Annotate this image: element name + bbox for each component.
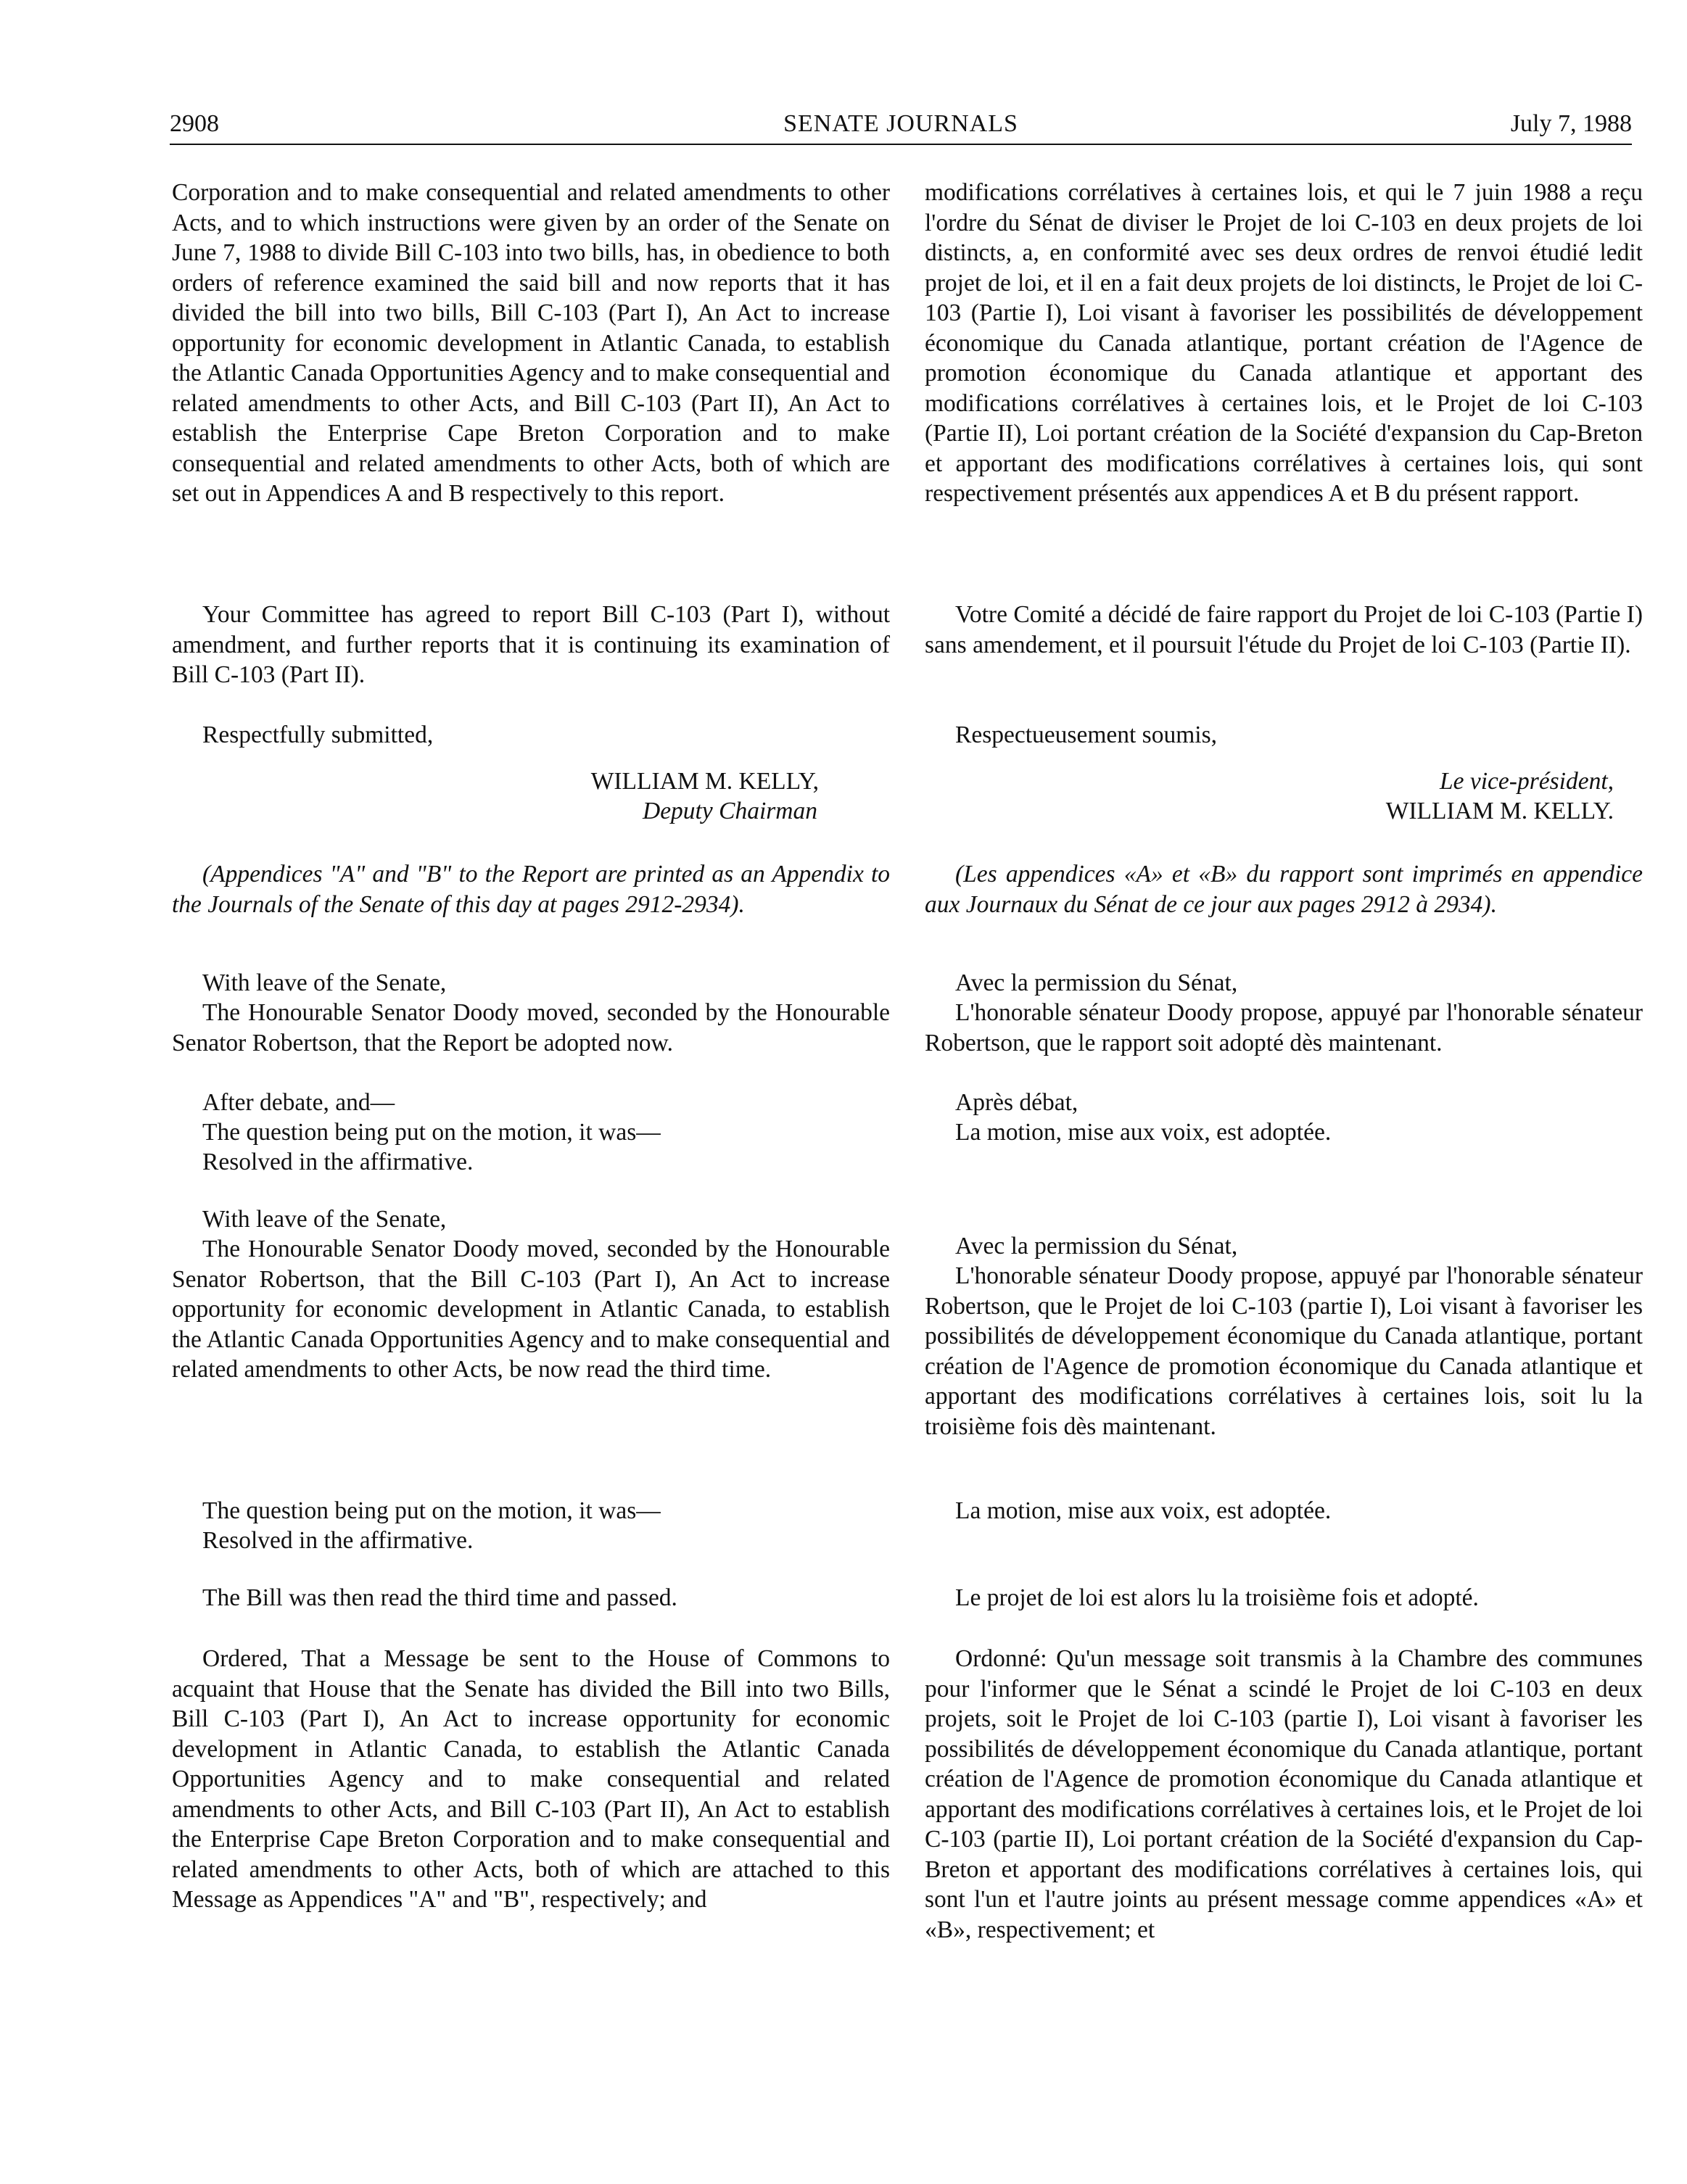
- rapport-suite-paragraphe: modifications corrélatives à certaines lois, et qui le 7 juin 1988 a reçu l'ordre du Sénat de diviser le Projet de loi C-103 en deux projets de loi distincts, a, en conformité avec ses deux ordres de renvoi étudié ledit projet de loi, et il en a fait deux projets de loi distincts, le Projet de loi C-103 (Partie I), Loi visant à favoriser les possibilités de développement économique du Canada atlantique, portant création de l'Agence de promotion économique du Canada atlantique et apportant des modifications corrélatives à certaines lois, et le Projet de loi C-103 (Partie II), Loi portant création de la Société d'expansion du Cap-Breton et apportant des modifications corrélatives à certaines lois, qui sont respectivement présentés aux appendices A et B du présent rapport.: [925, 179, 1643, 507]
- running-header: [170, 107, 1632, 145]
- closing-phrase: Respectfully submitted,: [202, 721, 434, 748]
- motion-adoption-rapport: L'honorable sénateur Doody propose, appuyé par l'honorable sénateur Robertson, que le rapport soit adopté dès maintenant.: [925, 999, 1643, 1056]
- question-phrase-1: The question being put on the motion, it was—: [202, 1119, 661, 1146]
- motion-adoptee-2: La motion, mise aux voix, est adoptée.: [955, 1497, 1332, 1524]
- report-continuation-paragraph: Corporation and to make consequential and related amendments to other Acts, and to which instructions were given by an order of the Senate on June 7, 1988 to divide Bill C-103 into two bills, has, in obedience to both orders of reference examined the said bill and now reports that it has divided the bill into two bills, Bill C-103 (Part I), An Act to increase opportunity for economic development in Atlantic Canada, to establish the Atlantic Canada Opportunities Agency and to make consequential and related amendments to other Acts, and Bill C-103 (Part II), An Act to establish the Enterprise Cape Breton Corporation and to make consequential and related amendments to other Acts, both of which are set out in Appendices A and B respectively to this report.: [172, 179, 890, 507]
- message-order-paragraph: Ordered, That a Message be sent to the House of Commons to acquaint that House that the Senate has divided the Bill into two Bills, Bill C-103 (Part I), An Act to increase opportunity for economic development in Atlantic Canada, to establish the Atlantic Canada Opportunities Agency and to make consequential and related amendments to other Acts, and Bill C-103 (Part II), An Act to establish the Enterprise Cape Breton Corporation and to make consequential and related amendments to other Acts, both of which are attached to this Message as Appendices "A" and "B", respectively; and: [172, 1645, 890, 1913]
- question-phrase-2: The question being put on the motion, it was—: [202, 1497, 661, 1524]
- header-date: July 7, 1988: [1510, 110, 1632, 137]
- debate-phrase: After debate, and—: [202, 1089, 395, 1116]
- resolved-phrase-2: Resolved in the affirmative.: [202, 1527, 474, 1554]
- motion-troisieme-lecture: L'honorable sénateur Doody propose, appuyé par l'honorable sénateur Robertson, que le Projet de loi C-103 (partie I), Loi visant à favoriser les possibilités de développement économique du Canada atlantique, portant création de l'Agence de promotion économique du Canada atlantique et apportant des modifications corrélatives à certaines lois, soit lu la troisième fois dès maintenant.: [925, 1262, 1643, 1440]
- ordre-message-paragraphe: Ordonné: Qu'un message soit transmis à la Chambre des communes pour l'informer que le Sénat a scindé le Projet de loi C-103 en deux projets, soit le Projet de loi C-103 (partie I), Loi visant à favoriser les possibilités de développement économique du Canada atlantique, portant création de l'Agence de promotion économique du Canada atlantique et apportant des modifications corrélatives à certaines lois, et le Projet de loi C-103 (partie II), Loi portant création de la Société d'expansion du Cap-Breton et apportant des modifications corrélatives à certaines lois, qui sont l'un et l'autre joints au présent message comme appendices «A» et «B», respectivement; et: [925, 1645, 1643, 1943]
- bill-passed-phrase: The Bill was then read the third time and passed.: [202, 1584, 677, 1611]
- motion-third-reading: The Honourable Senator Doody moved, seconded by the Honourable Senator Robertson, that the Bill C-103 (Part I), An Act to increase opportunity for economic development in Atlantic Canada, to establish the Atlantic Canada Opportunities Agency and to make consequential and related amendments to other Acts, be now read the third time.: [172, 1236, 890, 1383]
- leave-phrase-1: With leave of the Senate,: [202, 969, 447, 996]
- debat-phrase: Après débat,: [955, 1089, 1078, 1116]
- projet-adopte-phrase: Le projet de loi est alors lu la troisième fois et adopté.: [955, 1584, 1479, 1611]
- nom-signataire: WILLIAM M. KELLY.: [1385, 798, 1614, 824]
- formule-cloture: Respectueusement soumis,: [955, 721, 1217, 748]
- committee-report-paragraph: Your Committee has agreed to report Bill C-103 (Part I), without amendment, and further reports that it is continuing its examination of Bill C-103 (Part II).: [172, 601, 890, 688]
- page-number: 2908: [170, 110, 219, 137]
- note-appendices: (Les appendices «A» et «B» du rapport sont imprimés en appendice aux Journaux du Sénat de ce jour aux pages 2912 à 2934).: [925, 861, 1643, 918]
- permission-phrase-1: Avec la permission du Sénat,: [955, 969, 1238, 996]
- leave-phrase-2: With leave of the Senate,: [202, 1206, 447, 1233]
- journal-title: SENATE JOURNALS: [783, 110, 1018, 137]
- permission-phrase-2: Avec la permission du Sénat,: [955, 1233, 1238, 1259]
- motion-adopt-report: The Honourable Senator Doody moved, seconded by the Honourable Senator Robertson, that the Report be adopted now.: [172, 999, 890, 1056]
- signature-name: WILLIAM M. KELLY,: [590, 768, 819, 795]
- appendix-note: (Appendices "A" and "B" to the Report are printed as an Appendix to the Journals of the Senate of this day at pages 2912-2934).: [172, 861, 890, 918]
- signature-title: Deputy Chairman: [643, 798, 817, 824]
- rapport-comite-paragraphe: Votre Comité a décidé de faire rapport du Projet de loi C-103 (Partie I) sans amendement, et il poursuit l'étude du Projet de loi C-103 (Partie II).: [925, 601, 1643, 658]
- titre-signataire: Le vice-président,: [1440, 768, 1614, 795]
- motion-adoptee-1: La motion, mise aux voix, est adoptée.: [955, 1119, 1332, 1146]
- resolved-phrase-1: Resolved in the affirmative.: [202, 1149, 474, 1175]
